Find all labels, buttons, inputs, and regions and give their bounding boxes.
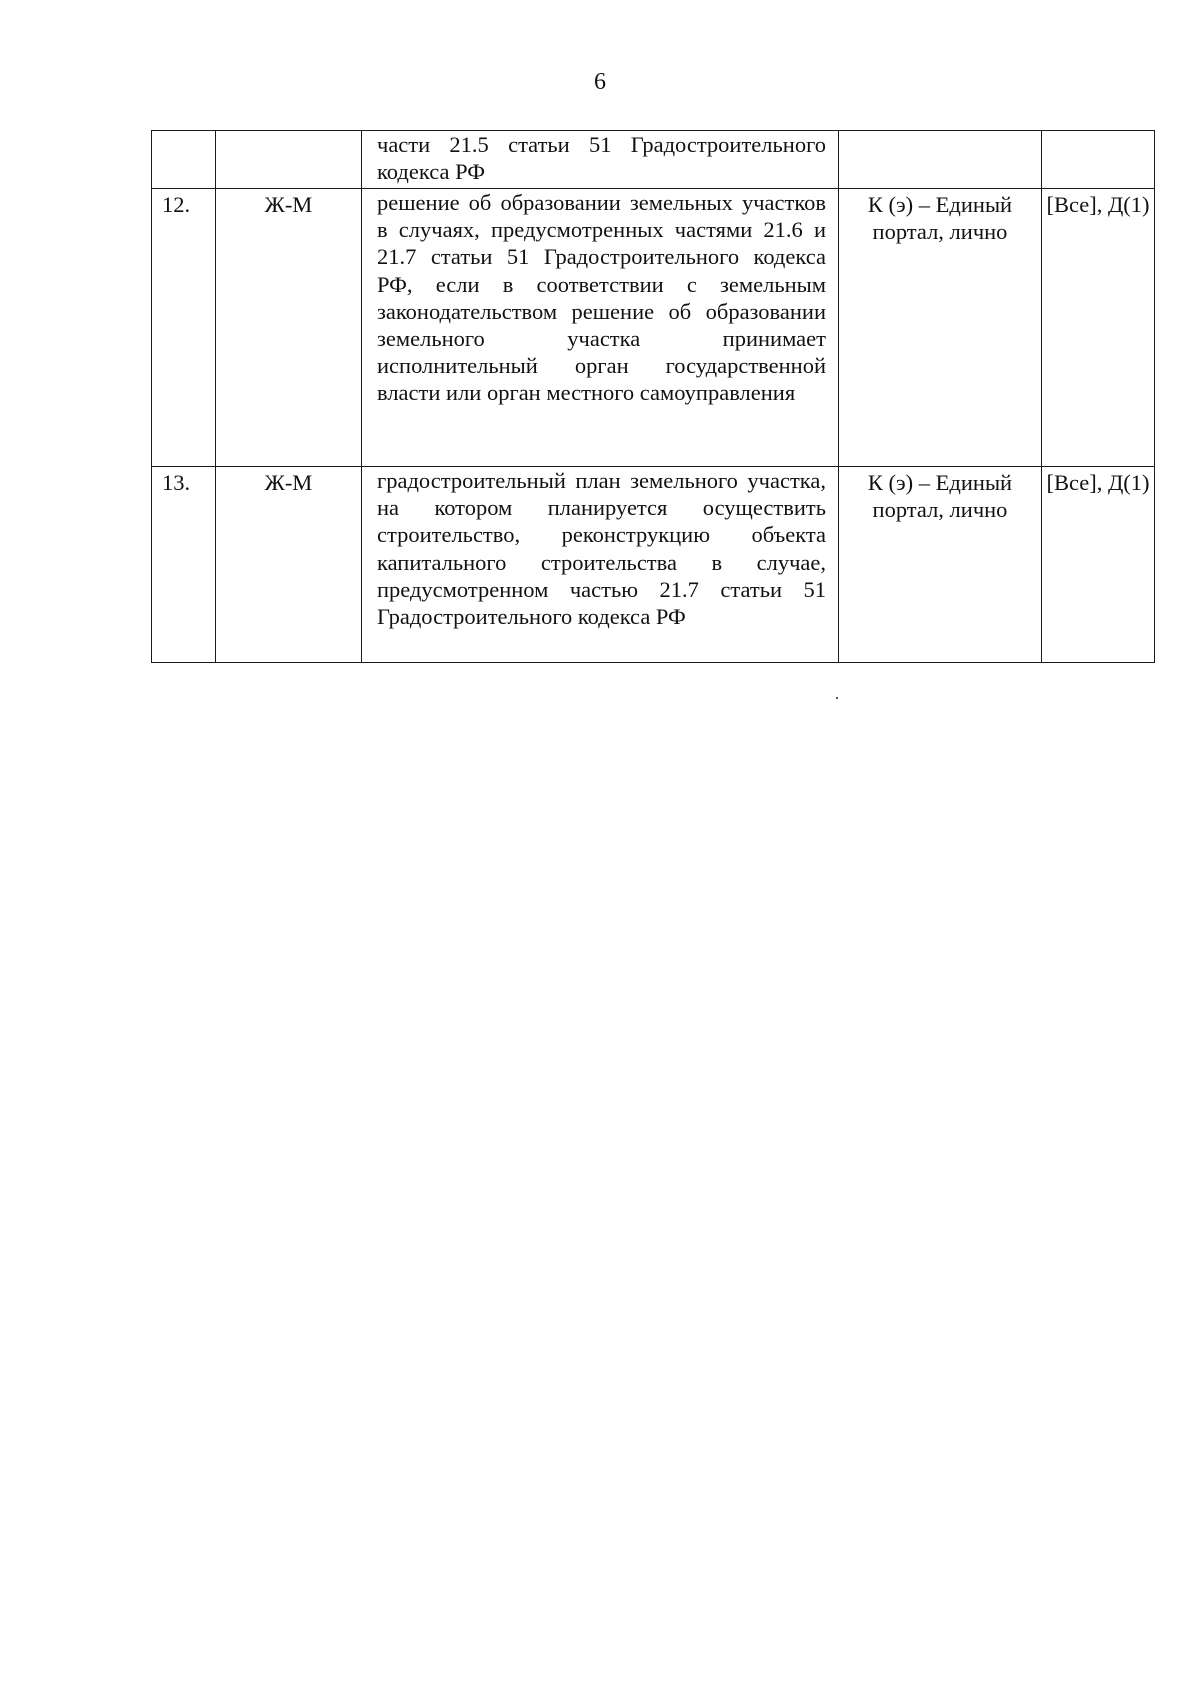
- documents-table: [151, 130, 1155, 663]
- table-row: [152, 467, 1155, 663]
- table-row: [152, 131, 1155, 189]
- row-number-cell: 13.: [152, 467, 216, 663]
- page-number: 6: [594, 69, 606, 95]
- row-number-cell: 12.: [152, 189, 216, 467]
- submission-form-cell: К (э) – Единый портал, лично: [839, 189, 1042, 467]
- document-description-cell: части 21.5 статьи 51 Градостроительного кодекса РФ: [362, 131, 839, 189]
- scan-speck: [836, 697, 838, 699]
- document-description-cell: решение об образовании земельных участков в случаях, предусмотренных частями 21.6 и 21.7 статьи 51 Градостроительного кодекса РФ, если в соответствии с земельным законодательством решение об образовании земельного участка принимает исполнительный орган государственной власти или орган местного самоуправления: [362, 189, 839, 467]
- applicability-cell: [1042, 131, 1155, 189]
- table-row: [152, 189, 1155, 467]
- applicability-cell: [Все], Д(1): [1042, 189, 1155, 467]
- submission-form-cell: [839, 131, 1042, 189]
- zone-code-cell: Ж-М: [216, 467, 362, 663]
- zone-code-cell: [216, 131, 362, 189]
- zone-code-cell: Ж-М: [216, 189, 362, 467]
- applicability-cell: [Все], Д(1): [1042, 467, 1155, 663]
- document-description-cell: градостроительный план земельного участка, на котором планируется осуществить строительство, реконструкцию объекта капитального строительства в случае, предусмотренном частью 21.7 статьи 51 Градостроительного кодекса РФ: [362, 467, 839, 663]
- row-number-cell: [152, 131, 216, 189]
- submission-form-cell: К (э) – Единый портал, лично: [839, 467, 1042, 663]
